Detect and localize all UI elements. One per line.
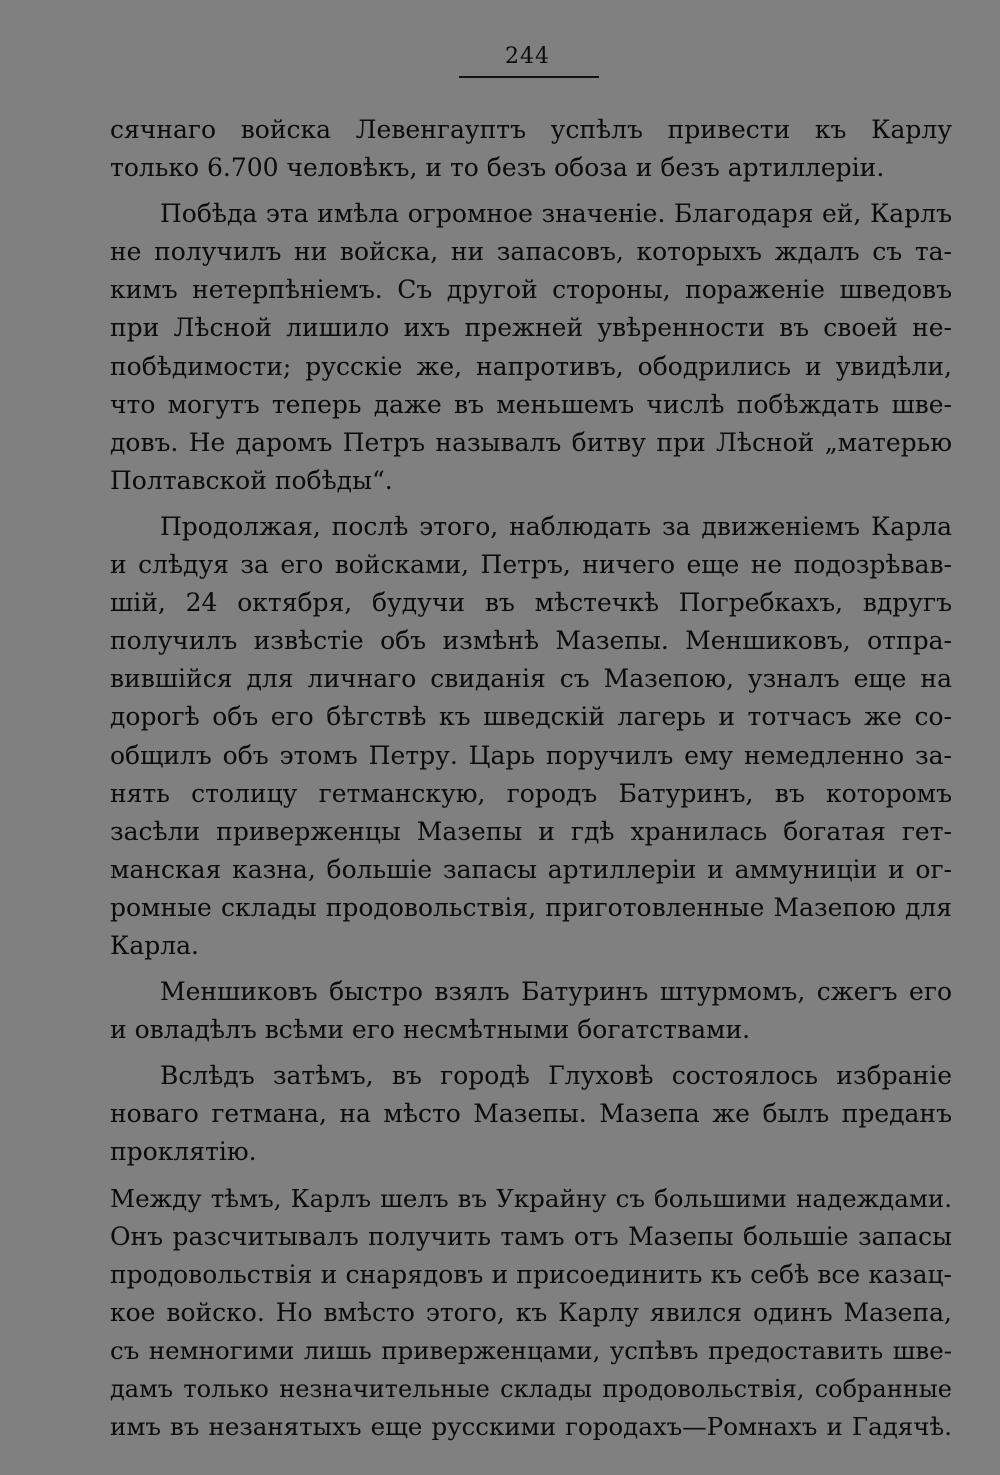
text-line: только 6.700 человѣкъ, и то безъ обоза и безъ артиллеріи. (110, 153, 885, 183)
text-line: нять столицу гетманскую, городъ Батуринъ, въ которомъ (110, 778, 952, 808)
text-line: Карла. (110, 930, 199, 960)
text-line: не получилъ ни войска, ни запасовъ, которыхъ ждалъ съ та- (110, 237, 952, 267)
paragraph (110, 111, 952, 187)
paragraph (110, 973, 952, 1049)
paragraph-gap (110, 1049, 952, 1057)
text-line: и овладѣлъ всѣми его несмѣтными богатствами. (110, 1015, 751, 1045)
text-line: получилъ извѣстіе объ измѣнѣ Мазепы. Меншиковъ, отпра- (110, 626, 952, 656)
text-line: при Лѣсной лишило ихъ прежней увѣренности въ своей не- (110, 313, 952, 343)
text-line: кое войско. Но вмѣсто этого, къ Карлу явился одинъ Мазепа, (110, 1297, 952, 1327)
text-line: довъ. Не даромъ Петръ называлъ битву при Лѣсной „матерью (110, 427, 952, 457)
body-text (110, 111, 952, 1446)
text-line: вившійся для личнаго свиданія съ Мазепою, узналъ еще на (110, 664, 952, 694)
text-line: что могутъ теперь даже въ меньшемъ числѣ побѣждать шве- (110, 389, 952, 419)
text-line: общилъ объ этомъ Петру. Царь поручилъ ему немедленно за- (110, 740, 952, 770)
text-line: Продолжая, послѣ этого, наблюдать за движеніемъ Карла (160, 511, 952, 541)
text-line: Полтавской побѣды“. (110, 465, 393, 495)
paragraph-gap (110, 965, 952, 973)
text-line: дамъ только незначительные склады продовольствія, собранные (110, 1375, 952, 1403)
text-line: Онъ разсчитывалъ получить тамъ отъ Мазепы большіе запасы (110, 1221, 952, 1251)
text-line: и слѣдуя за его войсками, Петръ, ничего еще не подозрѣвав- (110, 550, 952, 580)
text-line: Побѣда эта имѣла огромное значеніе. Благодаря ей, Карлъ (160, 199, 952, 229)
text-line: побѣдимости; русскіе же, напротивъ, ободрились и увидѣли, (110, 351, 952, 381)
text-line: проклятію. (110, 1137, 257, 1167)
page-number: 244 (505, 44, 550, 69)
text-line: ромные склады продовольствія, приготовленные Мазепою для (110, 892, 952, 922)
text-line: Между тѣмъ, Карлъ шелъ въ Украйну съ большими надеждами. (110, 1183, 952, 1213)
paragraph (110, 195, 952, 500)
paragraph (110, 1057, 952, 1171)
text-line: продовольствія и снарядовъ и присоединить къ себѣ все казац- (110, 1259, 952, 1289)
text-line: шій, 24 октября, будучи въ мѣстечкѣ Погребкахъ, вдругъ (110, 588, 952, 618)
paragraph-gap (110, 187, 952, 195)
text-line: Вслѣдъ затѣмъ, въ городѣ Глуховѣ состоялось избраніе (160, 1061, 952, 1091)
page-number-rule (459, 76, 599, 78)
text-line: дорогѣ объ его бѣгствѣ къ шведскій лагерь и тотчасъ же со- (110, 702, 952, 732)
text-line: кимъ нетерпѣніемъ. Съ другой стороны, пораженіе шведовъ (110, 275, 952, 305)
text-line: новаго гетмана, на мѣсто Мазепы. Мазепа же былъ преданъ (110, 1099, 952, 1129)
text-line: имъ въ незанятыхъ еще русскими городахъ—Ромнахъ и Гадячѣ. (110, 1412, 952, 1442)
paragraph-gap (110, 1172, 952, 1180)
text-line: сячнаго войска Левенгауптъ успѣлъ привести къ Карлу (110, 115, 952, 144)
text-line: съ немногими лишь приверженцами, успѣвъ предоставить шве- (110, 1335, 952, 1365)
text-line: Меншиковъ быстро взялъ Батуринъ штурмомъ, сжегъ его (160, 977, 952, 1007)
text-line: засѣли приверженцы Мазепы и гдѣ хранилась богатая гет- (110, 816, 952, 846)
text-line: манская казна, большіе запасы артиллеріи и аммуниціи и ог- (110, 854, 952, 884)
paragraph-gap (110, 500, 952, 508)
paragraph (110, 1180, 952, 1447)
paragraph (110, 508, 952, 965)
